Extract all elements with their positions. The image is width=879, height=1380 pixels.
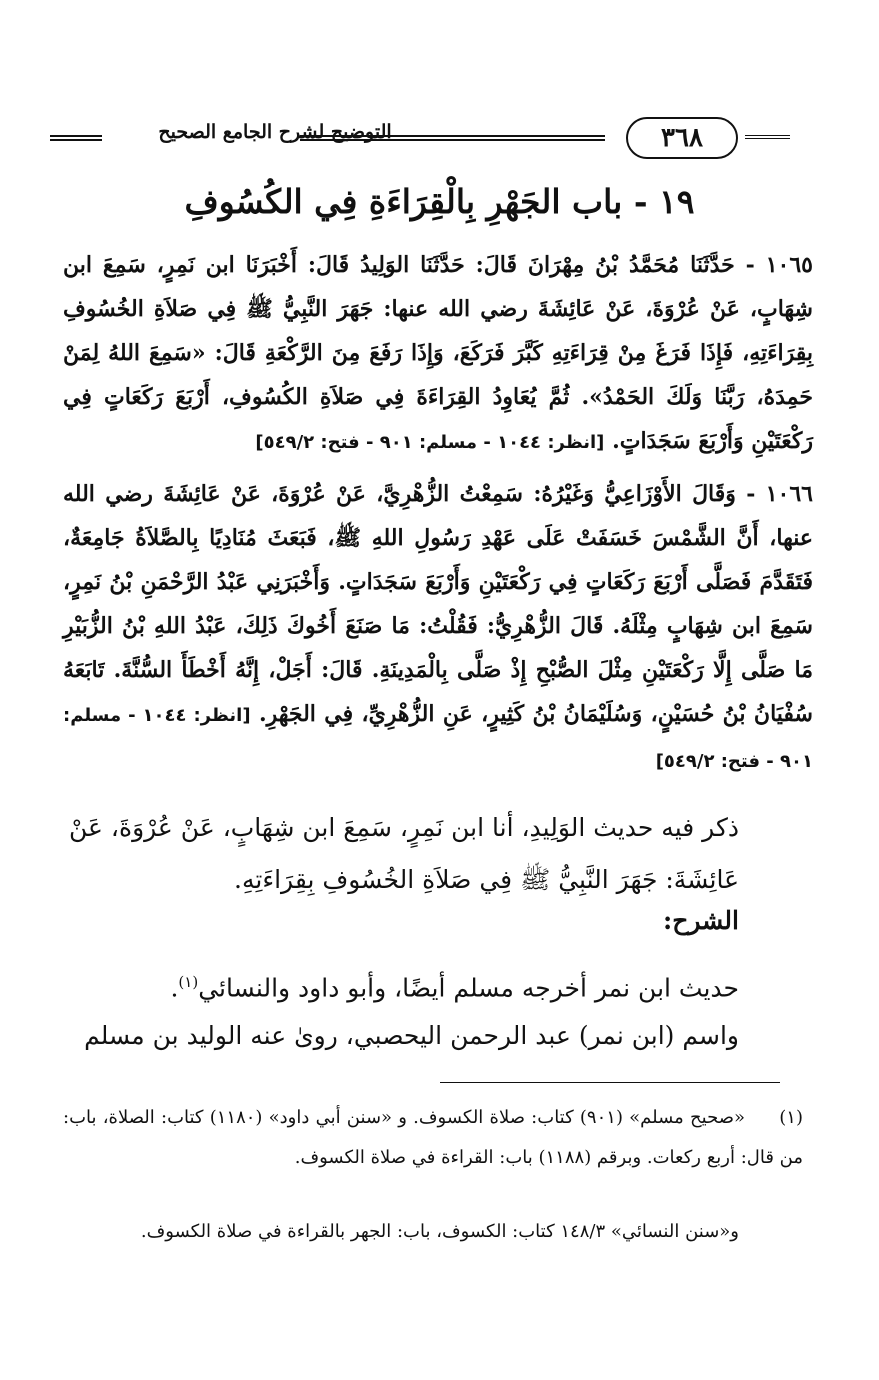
hadith-1066-reference: [انظر: ١٠٤٤ - مسلم: ٩٠١ - فتح: ٥٤٩/٢]	[63, 705, 813, 772]
commentary-line-1-end: .	[170, 973, 179, 1003]
footnote-1	[63, 1098, 803, 1178]
commentary-line-1-text: حديث ابن نمر أخرجه مسلم أيضًا، وأبو داود والنسائي	[198, 973, 739, 1003]
footnote-separator	[440, 1082, 780, 1083]
chapter-title: ١٩ - باب الجَهْرِ بِالْقِرَاءَةِ فِي الكُسُوفِ	[184, 182, 695, 221]
hadith-1066	[63, 472, 813, 784]
footnote-1-number: (١)	[779, 1107, 803, 1128]
footnote-marker[interactable]: (١)	[178, 973, 199, 991]
commentary-line-2: واسم (ابن نمر) عبد الرحمن اليحصبي، روىٰ عنه الوليد بن مسلم	[84, 1021, 739, 1050]
hadith-1065-text: ١٠٦٥ - حَدَّثَنَا مُحَمَّدُ بْنُ مِهْرَانَ قَالَ: حَدَّثَنَا الوَلِيدُ قَالَ: أَخْبَرَنَا ابن نَمِرٍ، سَمِعَ ابن شِهَابٍ، عَنْ عُرْوَةَ، عَنْ عَائِشَةَ رضي الله عنها: جَهَرَ النَّبِيُّ ﷺ فِي صَلاَةِ الخُسُوفِ بِقِرَاءَتِهِ، فَإِذَا فَرَغَ مِنْ قِرَاءَتِهِ كَبَّرَ فَرَكَعَ، وَإِذَا رَفَعَ مِنَ الرَّكْعَةِ قَالَ: «سَمِعَ اللهُ لِمَنْ حَمِدَهُ، رَبَّنَا وَلَكَ الحَمْدُ». ثُمَّ يُعَاوِدُ القِرَاءَةَ فِي صَلاَةِ الكُسُوفِ، أَرْبَعَ رَكَعَاتٍ فِي رَكْعَتَيْنِ وَأَرْبَعَ سَجَدَاتٍ.	[63, 252, 813, 454]
hadith-1065	[63, 243, 813, 465]
commentary-line-1	[69, 956, 739, 1014]
page-number: ٣٦٨	[626, 117, 738, 159]
running-header	[50, 115, 790, 157]
commentary-summary: ذكر فيه حديث الوَلِيدِ، أنا ابن نَمِرٍ، سَمِعَ ابن شِهَابٍ، عَنْ عُرْوَةَ، عَنْ عَائِشَةَ: جَهَرَ النَّبِيُّ ﷺ فِي صَلاَةِ الخُسُوفِ بِقِرَاءَتِهِ.	[69, 813, 739, 894]
header-rule-left	[50, 135, 102, 141]
hadith-1066-text: ١٠٦٦ - وَقَالَ الأَوْزَاعِيُّ وَغَيْرُهُ: سَمِعْتُ الزُّهْرِيَّ، عَنْ عُرْوَةَ، عَنْ عَائِشَةَ رضي الله عنها، أَنَّ الشَّمْسَ خَسَفَتْ عَلَى عَهْدِ رَسُولِ اللهِ ﷺ، فَبَعَثَ مُنَادِيًا بِالصَّلاَةُ جَامِعَةٌ، فَتَقَدَّمَ فَصَلَّى أَرْبَعَ رَكَعَاتٍ فِي رَكْعَتَيْنِ وَأَرْبَعَ سَجَدَاتٍ. وَأَخْبَرَنِي عَبْدُ الرَّحْمَنِ بْنُ نَمِرٍ، سَمِعَ ابن شِهَابٍ مِثْلَهُ. قَالَ الزُّهْرِيُّ: فَقُلْتُ: مَا صَنَعَ أَخُوكَ ذَلِكَ، عَبْدُ اللهِ بْنُ الزُّبَيْرِ مَا صَلَّى إِلَّا رَكْعَتَيْنِ مِثْلَ الصُّبْحِ إِذْ صَلَّى بِالْمَدِينَةِ. قَالَ: أَجَلْ، إِنَّهُ أَخْطَأَ السُّنَّةَ. تَابَعَهُ سُفْيَانُ بْنُ حُسَيْنٍ، وَسُلَيْمَانُ بْنُ كَثِيرٍ، عَنِ الزُّهْرِيِّ، فِي الجَهْرِ.	[63, 481, 813, 727]
header-rule-right	[745, 135, 790, 139]
footnote-1-continued: و«سنن النسائي» ١٤٨/٣ كتاب: الكسوف، باب: الجهر بالقراءة في صلاة الكسوف.	[140, 1221, 739, 1242]
book-title: التوضيح لشرح الجامع الصحيح	[158, 121, 392, 143]
hadith-1065-reference: [انظر: ١٠٤٤ - مسلم: ٩٠١ - فتح: ٥٤٩/٢]	[255, 432, 605, 453]
sharh-heading: الشرح:	[662, 906, 739, 935]
footnote-1-text: «صحيح مسلم» (٩٠١) كتاب: صلاة الكسوف. و «سنن أبي داود» (١١٨٠) كتاب: الصلاة، باب: من قال: أربع ركعات. وبرقم (١١٨٨) باب: القراءة في صلاة الكسوف.	[63, 1107, 803, 1168]
